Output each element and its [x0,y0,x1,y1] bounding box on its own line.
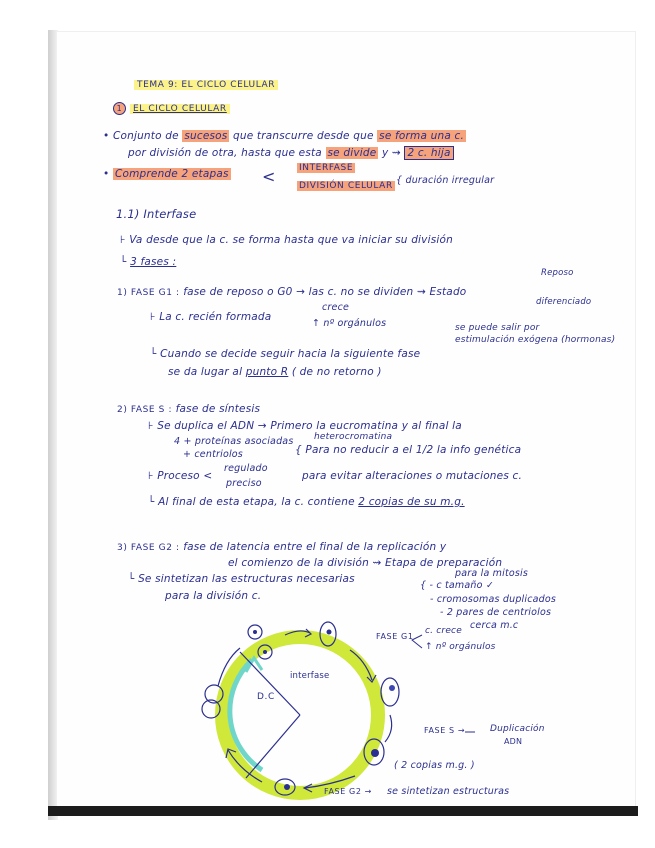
diagram-label-interfase: interfase [290,671,330,681]
g2-r4: cerca m.c [470,620,519,631]
s-centriolos: + centriolos [183,449,243,460]
g1-sub-1: ⊦ La c. recién formada [150,311,272,323]
diagram-label-g1: FASE G1 [376,632,414,641]
g1-line-1: └ Cuando se decide seguir hacia la siguiente fase [150,348,421,360]
brace-less-than: < [262,167,276,186]
s-line-1: ⊦ Se duplica el ADN → Primero la eucromatina y al final la [148,420,462,432]
section-number: 1 [113,102,126,115]
g1-crece: crece [322,302,350,313]
g2-heading: 3) FASE G2 : fase de latencia entre el final de la replicación y [117,541,447,553]
cell-icon-4 [381,678,399,706]
s-heading: 2) FASE S : fase de síntesis [117,403,261,415]
s-preciso: preciso [226,478,262,489]
g2-desc-2: el comienzo de la división ⇝ Etapa de preparación [228,557,503,569]
g1-line-2: se da lugar al punto R ( de no retorno ) [168,366,382,378]
s-heterocromatina: heterocromatina [314,432,393,442]
cell-icon-1 [248,625,262,639]
g1-branch-top: Reposo [541,268,574,278]
diagram-label-dc: D.C [257,692,275,702]
page-title: TEMA 9: EL CICLO CELULAR [134,80,278,90]
diagram-label-g2: FASE G2 → [324,787,372,796]
diagram-copias: ( 2 copias m.g. ) [394,760,475,771]
stage-division: DIVISIÓN CELULAR [299,181,393,191]
section-title: EL CICLO CELULAR [130,104,230,114]
g1-side-2: estimulación exógena (hormonas) [455,335,616,345]
g2-desc-3: para la mitosis [455,568,529,579]
interfase-line-1: ⊦ Va desde que la c. se forma hasta que va iniciar su división [120,234,453,246]
g1-branch-bottom: diferenciado [536,297,592,307]
g2-s2: para la división c. [165,590,262,602]
g2-r2: - cromosomas duplicados [430,594,557,605]
s-regulado: regulado [224,463,268,474]
diagram-g1-note-2: ↑ nº orgánulos [425,642,496,652]
diagram-s-note-1: Duplicación [490,724,545,734]
bullet-1-line-2: por división de otra, hasta que esta se divide y ⇝ 2 c. hija [128,147,454,159]
interfase-line-2: └ 3 fases : [120,256,177,268]
stage-interfase: INTERFASE [299,163,354,173]
diagram-s-note-2: ADN [504,737,523,746]
s-proceso: ⊦ Proceso < [148,470,213,482]
diagram-label-s: FASE S → [424,726,466,735]
bullet-1-line-1: • Conjunto de sucesos que transcurre desde que se forma una c. [103,130,465,142]
g2-r1: { - c tamaño ✓ [420,580,494,591]
s-final: └ Al final de esta etapa, la c. contiene 2 copias de su m.g. [148,496,465,508]
stage-duration-note: { duración irregular [396,175,495,186]
s-para: para evitar alteraciones o mutaciones c. [302,470,523,482]
sector-line-1 [240,652,300,715]
s-proteins: 4 + proteínas asociadas [174,436,294,447]
g1-heading: 1) FASE G1 : fase de reposo o G0 → las c. no se dividen ⇝ Estado [117,286,467,298]
g1-organulos: ↑ nº orgánulos [312,318,387,329]
bullet-2-line: • Comprende 2 etapas [103,168,229,180]
sector-line-2 [246,715,300,778]
diagram-g2-note: se sintetizan estructuras [387,786,510,797]
s-info: { Para no reducir a el 1/2 la info genética [295,444,522,456]
interfase-heading: 1.1) Interfase [116,207,197,221]
diagram-g1-note-1: c. crece [425,626,462,636]
g1-side-1: se puede salir por [455,323,540,333]
g2-s1: └ Se sintetizan las estructuras necesarias [128,573,355,585]
g2-r3: - 2 pares de centriolos [440,607,552,618]
